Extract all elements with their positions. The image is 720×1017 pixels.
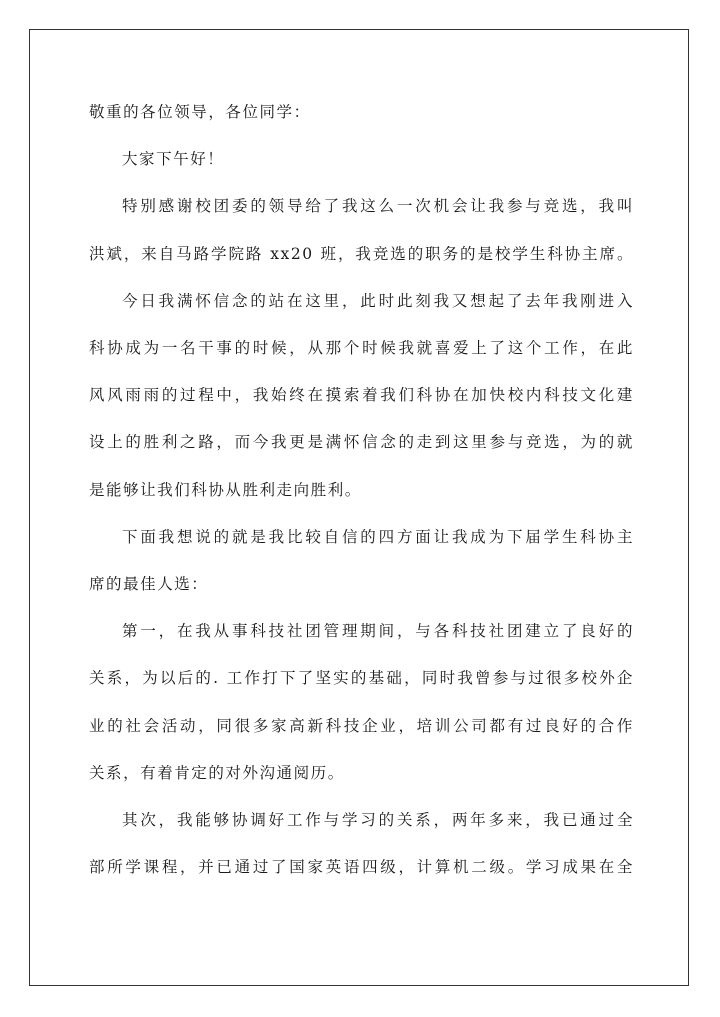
page-frame <box>29 29 689 986</box>
paragraph-4-line-1: 第一，在我从事科技社团管理期间，与各科技社团建立了良好的 <box>122 622 634 640</box>
paragraph-1-line-1: 特别感谢校团委的领导给了我这么一次机会让我参与竞选，我叫 <box>122 197 634 215</box>
greeting-line: 敬重的各位领导，各位同学： <box>89 103 311 121</box>
paragraph-4-line-4: 关系，有着肯定的对外沟通阅历。 <box>89 764 345 782</box>
paragraph-2-line-2: 科协成为一名干事的时候，从那个时候我就喜爱上了这个工作，在此 <box>89 339 634 357</box>
paragraph-3-line-2: 席的最佳人选： <box>89 575 209 593</box>
paragraph-3-line-1: 下面我想说的就是我比较自信的四方面让我成为下届学生科协主 <box>122 528 634 546</box>
paragraph-1-line-2: 洪斌，来自马路学院路 xx20 班，我竞选的职务的是校学生科协主席。 <box>89 245 634 263</box>
paragraph-2-line-4: 设上的胜利之路，而今我更是满怀信念的走到这里参与竞选，为的就 <box>89 433 634 451</box>
paragraph-2-line-5: 是能够让我们科协从胜利走向胜利。 <box>89 481 362 499</box>
paragraph-4-line-3: 业的社会活动，同很多家高新科技企业，培训公司都有过良好的合作 <box>89 717 634 735</box>
paragraph-2-line-1: 今日我满怀信念的站在这里，此时此刻我又想起了去年我刚进入 <box>122 292 634 310</box>
paragraph-5-line-2: 部所学课程，并已通过了国家英语四级，计算机二级。学习成果在全 <box>89 858 634 876</box>
paragraph-2-line-3: 风风雨雨的过程中，我始终在摸索着我们科协在加快校内科技文化建 <box>89 386 634 404</box>
paragraph-4-line-2: 关系，为以后的. 工作打下了坚实的基础，同时我曾参与过很多校外企 <box>89 669 634 687</box>
salutation-line: 大家下午好！ <box>122 150 225 168</box>
paragraph-5-line-1: 其次，我能够协调好工作与学习的关系，两年多来，我已通过全 <box>122 811 634 829</box>
